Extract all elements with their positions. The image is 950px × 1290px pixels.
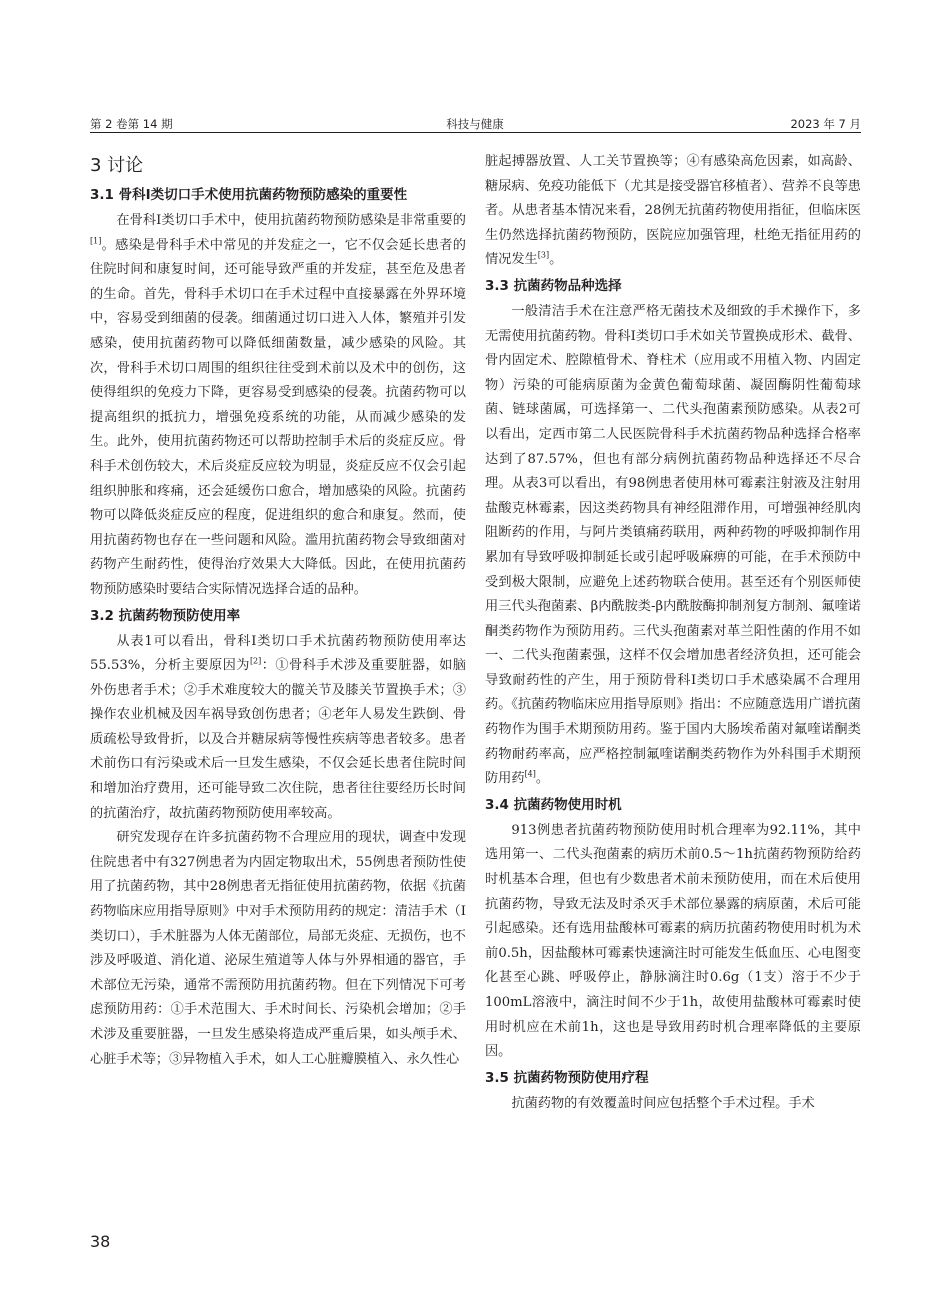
paragraph: 在骨科Ⅰ类切口手术中，使用抗菌药物预防感染是非常重要的[1]。感染是骨科手术中常见的并发症之一，它不仅会延长患者的住院时间和康复时间，还可能导致严重的并发症，甚至危及患者的生命。首先，骨科手术切口在手术过程中直接暴露在外界环境中，容易受到细菌的侵袭。细菌通过切口进入人体，繁殖并引发感染，使用抗菌药物可以降低细菌数量，减少感染的风险。其次，骨科手术切口周围的组织往往受到术前以及术中的创伤，这使得组织的免疫力下降，更容易受到感染的侵袭。抗菌药物可以提高组织的抵抗力，增强免疫系统的功能，从而减少感染的发生。此外，使用抗菌药物还可以帮助控制手术后的炎症反应。骨科手术创伤较大，术后炎症反应较为明显，炎症反应不仅会引起组织肿胀和疼痛，还会延缓伤口愈合，增加感染的风险。抗菌药物可以降低炎症反应的程度，促进组织的愈合和康复。然而，使用抗菌药物也存在一些问题和风险。滥用抗菌药物会导致细菌对药物产生耐药性，使得治疗效果大大降低。因此，在使用抗菌药物预防感染时要结合实际情况选择合适的品种。 — [90, 213, 466, 597]
subsection-heading-3-5: 3.5 抗菌药物预防使用疗程 — [485, 1069, 649, 1086]
subsection-heading-3-1: 3.1 骨科Ⅰ类切口手术使用抗菌药物预防感染的重要性 — [90, 187, 408, 203]
left-column — [90, 150, 466, 1072]
paragraph: 一般清洁手术在注意严格无菌技术及细致的手术操作下，多无需使用抗菌药物。骨科Ⅰ类切口手术如关节置换成形术、截骨、骨内固定术、腔隙植骨术、脊柱术（应用或不用植入物、内固定物）污染的可能病原菌为金黄色葡萄球菌、凝固酶阴性葡萄球菌、链球菌属，可选择第一、二代头孢菌素预防感染。从表2可以看出，定西市第二人民医院骨科手术抗菌药物品种选择合格率达到了87.57%，但也有部分病例抗菌药物品种选择还不尽合理。从表3可以看出，有98例患者使用林可霉素注射液及注射用盐酸克林霉素，因这类药物具有神经阻滞作用，可增强神经肌肉阻断药的作用，与阿片类镇痛药联用，两种药物的呼吸抑制作用累加有导致呼吸抑制延长或引起呼吸麻痹的可能，在手术预防中受到极大限制，应避免上述药物联合使用。甚至还有个别医师使用三代头孢菌素、β内酰胺类-β内酰胺酶抑制剂复方制剂、氟喹诺酮类药物作为预防用药。三代头孢菌素对革兰阳性菌的作用不如一、二代头孢菌素强，这样不仅会增加患者经济负担，还可能会导致耐药性的产生，用于预防骨科Ⅰ类切口手术感染属不合理用药。《抗菌药物临床应用指导原则》指出：不应随意选用广谱抗菌药物作为围手术期预防用药。鉴于国内大肠埃希菌对氟喹诺酮类药物耐药率高，应严格控制氟喹诺酮类药物作为外科围手术期预防用药[4]。 — [485, 303, 861, 787]
citation-ref: [3] — [537, 250, 550, 260]
publication-date: 2023 年 7 月 — [790, 117, 861, 131]
paragraph-continued: 脏起搏器放置、人工关节置换等；④有感染高危因素，如高龄、糖尿病、免疫功能低下（尤其是接受器官移植者）、营养不良等患者。从患者基本情况来看，28例无抗菌药物使用指征，但临床医生仍然选择抗菌药物预防，医院应加强管理，杜绝无指征用药的情况发生[3]。 — [485, 154, 861, 268]
section-title: 3 讨论 — [90, 155, 144, 176]
citation-ref: [2] — [249, 656, 262, 666]
page-number: 38 — [90, 1232, 111, 1251]
paragraph: 从表1可以看出，骨科Ⅰ类切口手术抗菌药物预防使用率达55.53%，分析主要原因为[2]：①骨科手术涉及重要脏器，如脑外伤患者手术；②手术难度较大的髋关节及膝关节置换手术；③操作农业机械及因车祸导致创伤患者；④老年人易发生跌倒、骨质疏松导致骨折，以及合并糖尿病等慢性疾病等患者较多。患者术前伤口有污染或术后一旦发生感染，不仅会延长患者住院时间和增加治疗费用，还可能导致二次住院，患者往往要经历长时间的抗菌治疗，故抗菌药物预防使用率较高。 — [90, 633, 466, 821]
journal-title: 科技与健康 — [446, 117, 504, 131]
subsection-heading-3-4: 3.4 抗菌药物使用时机 — [485, 796, 622, 813]
journal-volume-issue: 第 2 卷第 14 期 — [90, 117, 173, 131]
subsection-heading-3-2: 3.2 抗菌药物预防使用率 — [90, 607, 241, 624]
paragraph: 抗菌药物的有效覆盖时间应包括整个手术过程。手术 — [511, 1095, 815, 1111]
paragraph: 913例患者抗菌药物预防使用时机合理率为92.11%，其中选用第一、二代头孢菌素的病历术前0.5～1h抗菌药物预防给药时机基本合理，但也有少数患者术前未预防使用，而在术后使用抗菌药物，导致无法及时杀灭手术部位暴露的病原菌，术后可能引起感染。还有选用盐酸林可霉素的病历抗菌药物使用时机为术前0.5h，因盐酸林可霉素快速滴注时可能发生低血压、心电图变化甚至心跳、呼吸停止，静脉滴注时0.6g（1支）溶于不少于100mL溶液中，滴注时间不少于1h，故使用盐酸林可霉素时使用时机应在术前1h，这也是导致用药时机合理率降低的主要原因。 — [485, 822, 861, 1060]
right-column — [485, 150, 861, 1116]
citation-ref: [4] — [524, 769, 536, 779]
header-rule — [90, 132, 861, 133]
subsection-heading-3-3: 3.3 抗菌药物品种选择 — [485, 277, 622, 294]
paragraph: 研究发现存在许多抗菌药物不合理应用的现状，调查中发现住院患者中有327例患者为内固定物取出术，55例患者预防性使用了抗菌药物，其中28例患者无指征使用抗菌药物，依据《抗菌药物临床应用指导原则》中对手术预防用药的规定：清洁手术（Ⅰ类切口），手术脏器为人体无菌部位，局部无炎症、无损伤，也不涉及呼吸道、消化道、泌尿生殖道等人体与外界相通的器官，手术部位无污染，通常不需预防用抗菌药物。但在下列情况下可考虑预防用药：①手术范围大、手术时间长、污染机会增加；②手术涉及重要脏器，一旦发生感染将造成严重后果，如头颅手术、心脏手术等；③异物植入手术，如人工心脏瓣膜植入、永久性心 — [90, 830, 466, 1067]
citation-ref: [1] — [90, 236, 102, 246]
